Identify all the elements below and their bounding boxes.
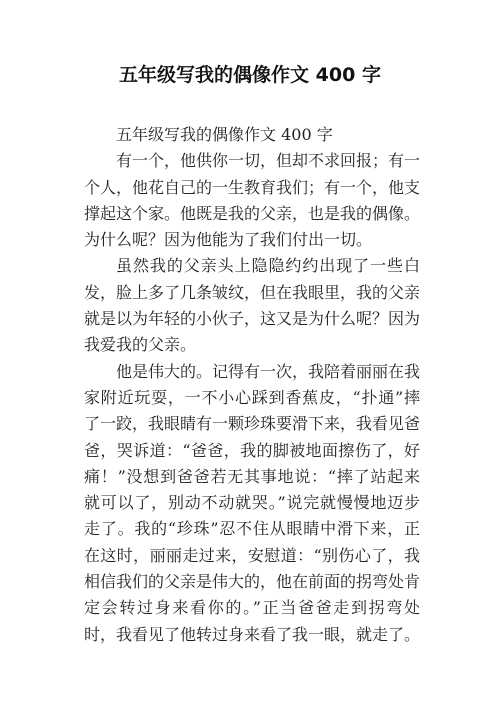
document-title: 五年级写我的偶像作文 400 字 [119,64,381,86]
document-body [84,122,420,648]
paragraph-appearance: 虽然我的父亲头上隐隐约约出现了一些白发，脸上多了几条皱纹，但在我眼里，我的父亲就是以为年轻的小伙子，这又是为什么呢？因为我爱我的父亲。 [84,256,421,355]
paragraph-intro: 有一个，他供你一切，但却不求回报；有一个人，他花自己的一生教育我们；有一个，他支撑起这个家。他既是我的父亲，也是我的偶像。为什么呢？因为他能为了我们付出一切。 [84,151,421,250]
paragraph-story: 他是伟大的。记得有一次，我陪着丽丽在我家附近玩耍，一不小心踩到香蕉皮，“扑通”摔了一跤，我眼睛有一颗珍珠要滑下来，我看见爸爸，哭诉道：“爸爸，我的脚被地面擦伤了，好痛！”没想到爸爸若无其事地说：“摔了站起来就可以了，别动不动就哭。”说完就慢慢地迈步走了。我的“珍珠”忍不住从眼睛中滑下来，正在这时，丽丽走过来，安慰道：“别伤心了，我相信我们的父亲是伟大的，他在前面的拐弯处肯定会转过身来看你的。”正当爸爸走到拐弯处时，我看见了他转过身来看了我一眼，就走了。 [84,361,421,644]
paragraph-subtitle: 五年级写我的偶像作文 400 字 [116,125,333,144]
